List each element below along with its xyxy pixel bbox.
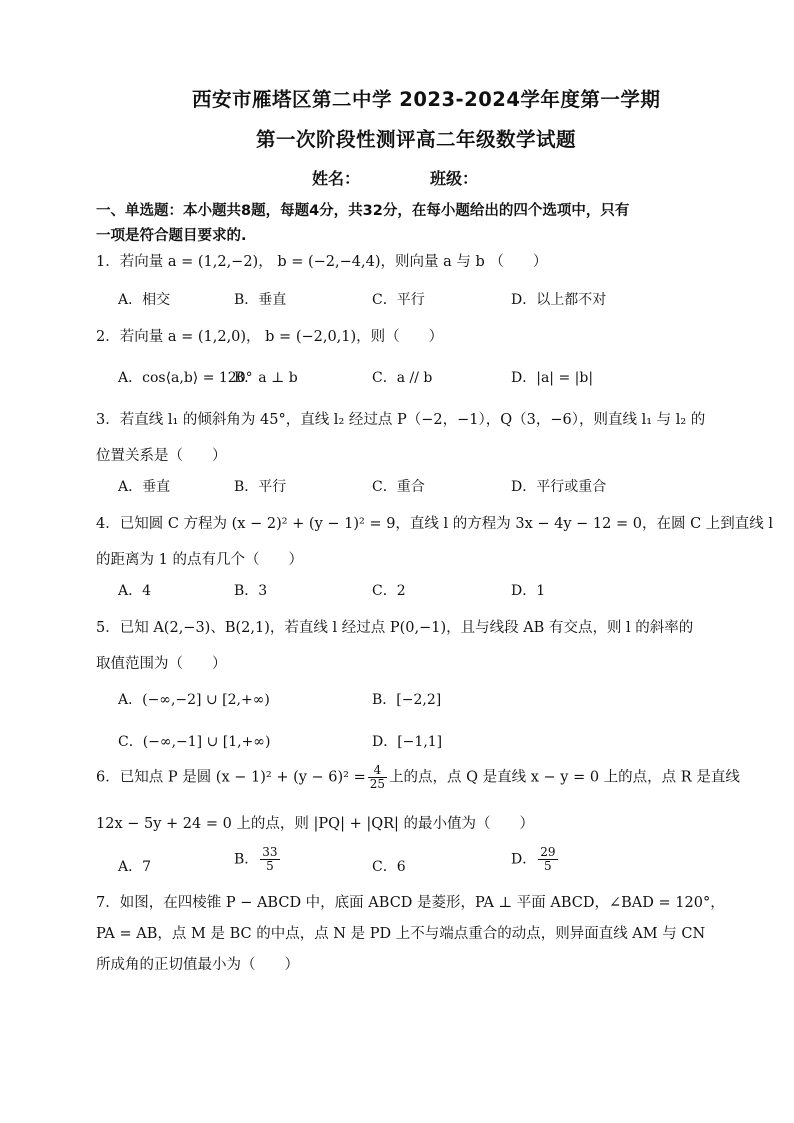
question-6-stem-part-b: 上的点，点 Q 是直线 x − y = 0 上的点，点 R 是直线 bbox=[389, 769, 740, 786]
question-5-option-c: C．(−∞,−1] ∪ [1,+∞) bbox=[118, 734, 271, 750]
class-label: 班级： bbox=[430, 169, 479, 188]
question-2-option-c: C．a // b bbox=[372, 370, 433, 386]
question-6-option-b bbox=[234, 846, 282, 873]
question-1-option-b: B．垂直 bbox=[234, 292, 287, 308]
question-7-stem-line3: 所成角的正切值最小为（ ） bbox=[96, 957, 299, 973]
question-6-stem-line1 bbox=[96, 764, 740, 791]
question-5-stem-line1: 5．已知 A(2,−3)、B(2,1)，若直线 l 经过点 P(0,−1)，且与线段 AB 有交点，则 l 的斜率的 bbox=[96, 620, 694, 636]
question-3-stem-line1: 3．若直线 l₁ 的倾斜角为 45°，直线 l₂ 经过点 P（−2，−1），Q（3，−6），则直线 l₁ 与 l₂ 的 bbox=[96, 412, 706, 428]
question-6-option-b-label: B． bbox=[234, 851, 259, 868]
question-5-option-b: B．[−2,2] bbox=[372, 692, 442, 708]
question-2-option-d: D．|a| = |b| bbox=[511, 370, 594, 386]
question-2-option-a: A．cos⟨a,b⟩ = 120° bbox=[118, 370, 253, 386]
question-6-option-b-numerator: 33 bbox=[262, 845, 278, 859]
question-6-stem-line2: 12x − 5y + 24 = 0 上的点，则 |PQ| + |QR| 的最小值为（ ） bbox=[96, 816, 535, 832]
question-4-option-a: A．4 bbox=[118, 583, 152, 599]
exam-title-line2: 第一次阶段性测评高二年级数学试题 bbox=[256, 128, 577, 151]
section-heading-line2: 一项是符合题目要求的. bbox=[96, 228, 247, 244]
question-6-fraction-numerator: 4 bbox=[368, 764, 387, 778]
exam-title-line1: 西安市雁塔区第二中学 2023-2024学年度第一学期 bbox=[192, 88, 661, 111]
section-heading-line1: 一、单选题：本小题共8题，每题4分，共32分，在每小题给出的四个选项中，只有 bbox=[96, 203, 630, 219]
question-7-stem-line1: 7．如图，在四棱锥 P − ABCD 中，底面 ABCD 是菱形，PA ⊥ 平面 ABCD，∠BAD = 120°， bbox=[96, 895, 725, 911]
question-3-stem-line2: 位置关系是（ ） bbox=[96, 448, 227, 464]
question-4-option-b: B．3 bbox=[234, 583, 268, 599]
question-4-option-d: D．1 bbox=[511, 583, 546, 599]
question-5-stem-line2: 取值范围为（ ） bbox=[96, 656, 227, 672]
question-6-option-b-fraction bbox=[260, 846, 279, 873]
question-2-option-b: B．a ⊥ b bbox=[234, 370, 298, 386]
question-1-option-c: C．平行 bbox=[372, 292, 425, 308]
question-6-stem-part-a: 6．已知点 P 是圆 (x − 1)² + (y − 6)² = bbox=[96, 769, 366, 786]
name-label: 姓名： bbox=[312, 169, 361, 188]
question-3-option-c: C．重合 bbox=[372, 479, 425, 495]
question-5-option-d: D．[−1,1] bbox=[372, 734, 443, 750]
question-6-option-d-label: D． bbox=[511, 851, 537, 868]
question-4-stem-line1: 4．已知圆 C 方程为 (x − 2)² + (y − 1)² = 9，直线 l 的方程为 3x − 4y − 12 = 0，在圆 C 上到直线 l bbox=[96, 516, 774, 532]
question-4-option-c: C．2 bbox=[372, 583, 406, 599]
question-4-stem-line2: 的距离为 1 的点有几个（ ） bbox=[96, 552, 303, 568]
question-6-option-c: C．6 bbox=[372, 859, 406, 875]
question-1-option-d: D．以上都不对 bbox=[511, 292, 607, 308]
question-6-option-d-denominator: 5 bbox=[544, 859, 552, 874]
question-1-option-a: A．相交 bbox=[118, 292, 171, 308]
question-6-option-d-numerator: 29 bbox=[540, 845, 556, 859]
question-3-option-b: B．平行 bbox=[234, 479, 287, 495]
question-5-option-a: A．(−∞,−2] ∪ [2,+∞) bbox=[118, 692, 270, 708]
question-2-stem: 2．若向量 a = (1,2,0)， b = (−2,0,1)，则（ ） bbox=[96, 329, 444, 345]
question-1-stem: 1．若向量 a = (1,2,−2)， b = (−2,−4,4)，则向量 a 与 b （ ） bbox=[96, 254, 548, 270]
question-3-option-d: D．平行或重合 bbox=[511, 479, 607, 495]
question-6-fraction bbox=[368, 764, 387, 791]
question-6-option-a: A．7 bbox=[118, 859, 152, 875]
question-6-option-d bbox=[511, 846, 560, 873]
question-7-stem-line2: PA = AB，点 M 是 BC 的中点，点 N 是 PD 上不与端点重合的动点，则异面直线 AM 与 CN bbox=[96, 926, 706, 942]
question-6-fraction-denominator: 25 bbox=[369, 777, 386, 792]
question-6-option-d-fraction bbox=[538, 846, 557, 873]
question-3-option-a: A．垂直 bbox=[118, 479, 171, 495]
question-6-option-b-denominator: 5 bbox=[266, 859, 274, 874]
